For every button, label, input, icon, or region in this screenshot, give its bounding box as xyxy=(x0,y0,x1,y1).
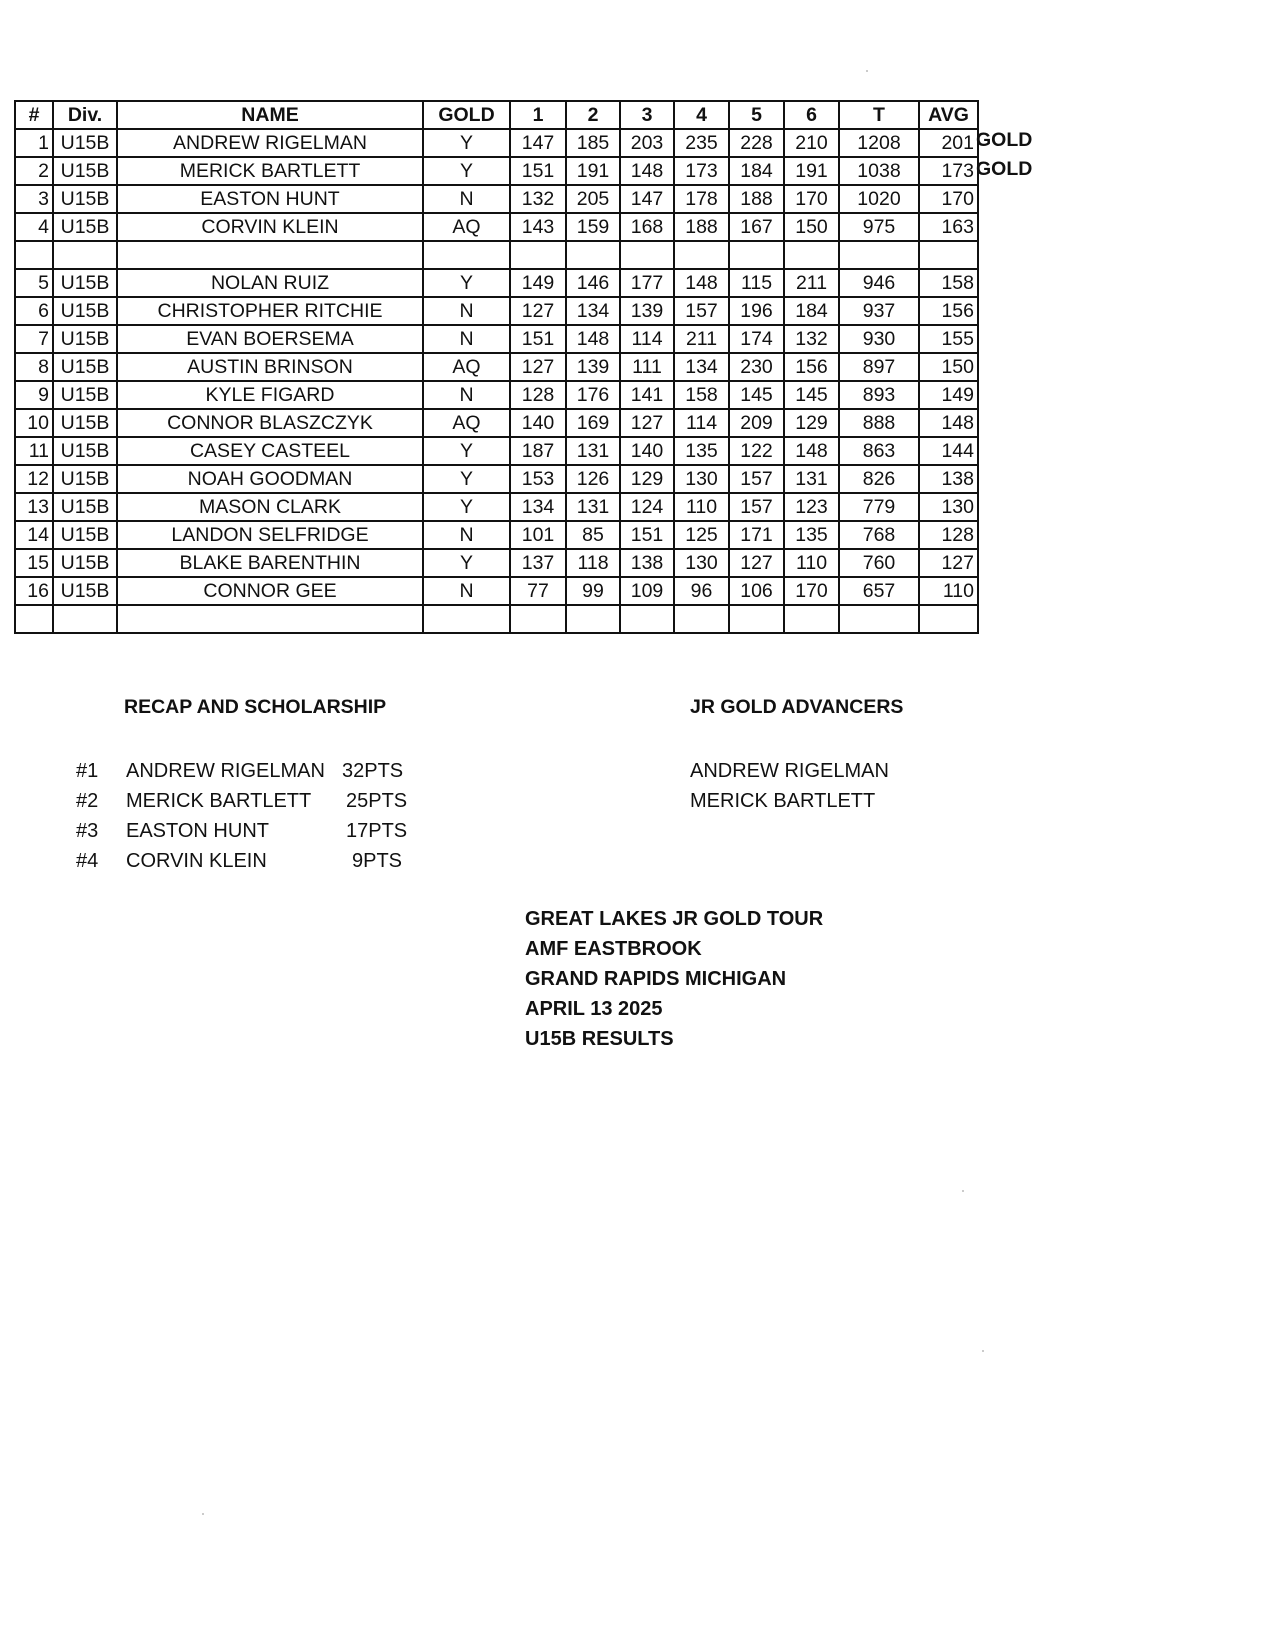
cell-average: 156 xyxy=(919,297,978,325)
cell-game-2: 131 xyxy=(566,493,620,521)
cell-game-5: 184 xyxy=(729,157,784,185)
cell-division: U15B xyxy=(53,549,117,577)
cell-game-1: 77 xyxy=(510,577,566,605)
cell-rank: 14 xyxy=(15,521,53,549)
cell-game-6: 170 xyxy=(784,577,839,605)
table-row xyxy=(15,353,978,381)
recap-name: EASTON HUNT xyxy=(126,820,269,842)
cell-game-2: 118 xyxy=(566,549,620,577)
recap-points: 32PTS xyxy=(342,760,404,782)
cell-average: 163 xyxy=(919,213,978,241)
header-game-3: 3 xyxy=(620,101,674,129)
cell-gold: Y xyxy=(423,157,510,185)
cell-total: 826 xyxy=(839,465,919,493)
cell-game-2: 159 xyxy=(566,213,620,241)
cell-division: U15B xyxy=(53,465,117,493)
cell-average: 130 xyxy=(919,493,978,521)
cell-total: 946 xyxy=(839,269,919,297)
cell-game-6 xyxy=(784,241,839,269)
header-game-6: 6 xyxy=(784,101,839,129)
cell-rank xyxy=(15,605,53,633)
header-game-1: 1 xyxy=(510,101,566,129)
cell-rank: 8 xyxy=(15,353,53,381)
header-gold: GOLD xyxy=(423,101,510,129)
cell-game-1: 149 xyxy=(510,269,566,297)
cell-game-4: 96 xyxy=(674,577,729,605)
cell-game-1: 127 xyxy=(510,353,566,381)
table-row xyxy=(15,381,978,409)
cell-game-5: 228 xyxy=(729,129,784,157)
cell-game-2: 191 xyxy=(566,157,620,185)
cell-average xyxy=(919,605,978,633)
event-venue: AMF EASTBROOK xyxy=(525,938,702,960)
cell-game-5: 174 xyxy=(729,325,784,353)
cell-game-4: 235 xyxy=(674,129,729,157)
recap-title: RECAP AND SCHOLARSHIP xyxy=(124,696,387,718)
cell-game-1 xyxy=(510,605,566,633)
table-row-blank xyxy=(15,241,978,269)
table-row xyxy=(15,129,978,157)
header-game-5: 5 xyxy=(729,101,784,129)
cell-name: ANDREW RIGELMAN xyxy=(117,129,423,157)
cell-gold: N xyxy=(423,297,510,325)
cell-game-6: 110 xyxy=(784,549,839,577)
table-row-blank xyxy=(15,605,978,633)
recap-name: CORVIN KLEIN xyxy=(126,850,267,872)
cell-total: 1208 xyxy=(839,129,919,157)
cell-game-3: 138 xyxy=(620,549,674,577)
cell-game-3: 109 xyxy=(620,577,674,605)
cell-game-5: 145 xyxy=(729,381,784,409)
header-game-4: 4 xyxy=(674,101,729,129)
cell-game-5: 127 xyxy=(729,549,784,577)
cell-average: 128 xyxy=(919,521,978,549)
cell-game-2: 185 xyxy=(566,129,620,157)
cell-game-5: 196 xyxy=(729,297,784,325)
cell-game-4: 211 xyxy=(674,325,729,353)
cell-game-2: 146 xyxy=(566,269,620,297)
cell-gold: N xyxy=(423,325,510,353)
cell-total: 975 xyxy=(839,213,919,241)
cell-rank: 11 xyxy=(15,437,53,465)
cell-rank: 1 xyxy=(15,129,53,157)
cell-game-1: 153 xyxy=(510,465,566,493)
cell-game-6: 131 xyxy=(784,465,839,493)
cell-game-2: 85 xyxy=(566,521,620,549)
cell-name: CONNOR GEE xyxy=(117,577,423,605)
recap-rank: #4 xyxy=(76,850,99,872)
cell-game-5: 115 xyxy=(729,269,784,297)
cell-game-4 xyxy=(674,605,729,633)
cell-total: 657 xyxy=(839,577,919,605)
advancer-name: MERICK BARTLETT xyxy=(690,790,876,812)
cell-game-1: 101 xyxy=(510,521,566,549)
cell-game-2: 134 xyxy=(566,297,620,325)
cell-game-6: 123 xyxy=(784,493,839,521)
cell-average: 149 xyxy=(919,381,978,409)
cell-total xyxy=(839,241,919,269)
event-location: GRAND RAPIDS MICHIGAN xyxy=(525,968,787,990)
cell-game-5: 209 xyxy=(729,409,784,437)
cell-game-2: 176 xyxy=(566,381,620,409)
cell-gold: Y xyxy=(423,437,510,465)
cell-gold: Y xyxy=(423,465,510,493)
cell-game-1: 128 xyxy=(510,381,566,409)
cell-name: BLAKE BARENTHIN xyxy=(117,549,423,577)
cell-rank: 4 xyxy=(15,213,53,241)
cell-gold: Y xyxy=(423,493,510,521)
table-row xyxy=(15,493,978,521)
cell-rank: 10 xyxy=(15,409,53,437)
cell-division: U15B xyxy=(53,213,117,241)
cell-game-3: 124 xyxy=(620,493,674,521)
results-body xyxy=(15,129,978,633)
header-rank: # xyxy=(15,101,53,129)
cell-game-6: 150 xyxy=(784,213,839,241)
cell-game-4: 130 xyxy=(674,465,729,493)
recap-rank: #2 xyxy=(76,790,99,812)
cell-division: U15B xyxy=(53,269,117,297)
cell-game-2: 126 xyxy=(566,465,620,493)
cell-average xyxy=(919,241,978,269)
recap-points: 9PTS xyxy=(352,850,403,872)
cell-rank: 9 xyxy=(15,381,53,409)
cell-game-1: 151 xyxy=(510,157,566,185)
cell-game-5 xyxy=(729,241,784,269)
cell-name: NOAH GOODMAN xyxy=(117,465,423,493)
cell-division: U15B xyxy=(53,297,117,325)
cell-game-3: 127 xyxy=(620,409,674,437)
cell-rank: 5 xyxy=(15,269,53,297)
cell-total: 779 xyxy=(839,493,919,521)
header-total: T xyxy=(839,101,919,129)
cell-gold: AQ xyxy=(423,409,510,437)
cell-game-6: 148 xyxy=(784,437,839,465)
table-row xyxy=(15,465,978,493)
cell-game-4: 188 xyxy=(674,213,729,241)
cell-division: U15B xyxy=(53,577,117,605)
event-results: U15B RESULTS xyxy=(525,1028,674,1050)
cell-game-2 xyxy=(566,605,620,633)
cell-game-3: 151 xyxy=(620,521,674,549)
cell-game-3 xyxy=(620,241,674,269)
cell-game-6: 170 xyxy=(784,185,839,213)
cell-division: U15B xyxy=(53,381,117,409)
cell-rank: 7 xyxy=(15,325,53,353)
cell-game-3: 203 xyxy=(620,129,674,157)
cell-average: 170 xyxy=(919,185,978,213)
table-row xyxy=(15,325,978,353)
cell-game-5: 230 xyxy=(729,353,784,381)
cell-division xyxy=(53,241,117,269)
cell-name xyxy=(117,241,423,269)
cell-name: NOLAN RUIZ xyxy=(117,269,423,297)
cell-game-2 xyxy=(566,241,620,269)
cell-name: CASEY CASTEEL xyxy=(117,437,423,465)
cell-rank xyxy=(15,241,53,269)
cell-average: 127 xyxy=(919,549,978,577)
cell-game-3: 139 xyxy=(620,297,674,325)
cell-game-1: 151 xyxy=(510,325,566,353)
cell-total: 897 xyxy=(839,353,919,381)
cell-game-4 xyxy=(674,241,729,269)
cell-game-6: 211 xyxy=(784,269,839,297)
cell-name: EVAN BOERSEMA xyxy=(117,325,423,353)
table-row xyxy=(15,437,978,465)
recap-name: ANDREW RIGELMAN xyxy=(126,760,325,782)
header-division: Div. xyxy=(53,101,117,129)
cell-game-4: 134 xyxy=(674,353,729,381)
cell-game-6: 129 xyxy=(784,409,839,437)
cell-division: U15B xyxy=(53,157,117,185)
cell-rank: 13 xyxy=(15,493,53,521)
results-table xyxy=(14,100,979,634)
cell-game-4: 158 xyxy=(674,381,729,409)
cell-game-6: 210 xyxy=(784,129,839,157)
cell-game-3: 147 xyxy=(620,185,674,213)
cell-game-5: 157 xyxy=(729,465,784,493)
cell-game-2: 99 xyxy=(566,577,620,605)
cell-rank: 12 xyxy=(15,465,53,493)
cell-game-6: 145 xyxy=(784,381,839,409)
cell-game-1 xyxy=(510,241,566,269)
cell-game-5: 167 xyxy=(729,213,784,241)
header-name: NAME xyxy=(117,101,423,129)
cell-game-6: 132 xyxy=(784,325,839,353)
table-row xyxy=(15,269,978,297)
cell-rank: 6 xyxy=(15,297,53,325)
cell-game-2: 148 xyxy=(566,325,620,353)
cell-average: 155 xyxy=(919,325,978,353)
cell-game-6: 191 xyxy=(784,157,839,185)
cell-name: CORVIN KLEIN xyxy=(117,213,423,241)
table-row xyxy=(15,157,978,185)
cell-rank: 3 xyxy=(15,185,53,213)
cell-game-5: 171 xyxy=(729,521,784,549)
cell-division: U15B xyxy=(53,521,117,549)
cell-name: MASON CLARK xyxy=(117,493,423,521)
recap-rank: #3 xyxy=(76,820,99,842)
cell-name: MERICK BARTLETT xyxy=(117,157,423,185)
cell-game-1: 187 xyxy=(510,437,566,465)
cell-gold: Y xyxy=(423,549,510,577)
cell-game-5: 188 xyxy=(729,185,784,213)
cell-total: 1020 xyxy=(839,185,919,213)
cell-game-3: 129 xyxy=(620,465,674,493)
cell-division: U15B xyxy=(53,437,117,465)
cell-gold: N xyxy=(423,381,510,409)
cell-average: 148 xyxy=(919,409,978,437)
cell-game-2: 131 xyxy=(566,437,620,465)
cell-game-4: 178 xyxy=(674,185,729,213)
cell-total xyxy=(839,605,919,633)
cell-total: 760 xyxy=(839,549,919,577)
cell-name: KYLE FIGARD xyxy=(117,381,423,409)
cell-game-6: 135 xyxy=(784,521,839,549)
cell-total: 768 xyxy=(839,521,919,549)
cell-game-6: 184 xyxy=(784,297,839,325)
cell-name: LANDON SELFRIDGE xyxy=(117,521,423,549)
cell-game-4: 114 xyxy=(674,409,729,437)
cell-game-1: 137 xyxy=(510,549,566,577)
cell-game-5: 122 xyxy=(729,437,784,465)
cell-average: 138 xyxy=(919,465,978,493)
cell-game-3: 177 xyxy=(620,269,674,297)
scan-speck xyxy=(202,1513,204,1515)
cell-game-5: 157 xyxy=(729,493,784,521)
cell-game-5 xyxy=(729,605,784,633)
cell-game-1: 127 xyxy=(510,297,566,325)
cell-division: U15B xyxy=(53,325,117,353)
table-row xyxy=(15,577,978,605)
cell-gold: Y xyxy=(423,269,510,297)
cell-average: 173 xyxy=(919,157,978,185)
cell-game-6 xyxy=(784,605,839,633)
cell-average: 110 xyxy=(919,577,978,605)
cell-game-3: 168 xyxy=(620,213,674,241)
cell-total: 937 xyxy=(839,297,919,325)
cell-game-3: 140 xyxy=(620,437,674,465)
cell-gold xyxy=(423,241,510,269)
cell-name: CHRISTOPHER RITCHIE xyxy=(117,297,423,325)
cell-average: 150 xyxy=(919,353,978,381)
cell-total: 888 xyxy=(839,409,919,437)
cell-rank: 15 xyxy=(15,549,53,577)
cell-average: 158 xyxy=(919,269,978,297)
cell-gold: AQ xyxy=(423,353,510,381)
cell-game-1: 140 xyxy=(510,409,566,437)
gold-note: GOLD xyxy=(976,158,1033,180)
table-row xyxy=(15,549,978,577)
cell-game-3 xyxy=(620,605,674,633)
cell-name xyxy=(117,605,423,633)
cell-average: 144 xyxy=(919,437,978,465)
cell-division: U15B xyxy=(53,409,117,437)
cell-gold: N xyxy=(423,577,510,605)
cell-division: U15B xyxy=(53,129,117,157)
cell-game-1: 132 xyxy=(510,185,566,213)
cell-division: U15B xyxy=(53,185,117,213)
cell-game-4: 157 xyxy=(674,297,729,325)
cell-gold: N xyxy=(423,185,510,213)
cell-game-1: 143 xyxy=(510,213,566,241)
cell-game-3: 114 xyxy=(620,325,674,353)
table-row xyxy=(15,213,978,241)
gold-note: GOLD xyxy=(976,129,1033,151)
cell-game-1: 147 xyxy=(510,129,566,157)
cell-game-1: 134 xyxy=(510,493,566,521)
header-game-2: 2 xyxy=(566,101,620,129)
header-average: AVG xyxy=(919,101,978,129)
cell-game-4: 125 xyxy=(674,521,729,549)
table-row xyxy=(15,185,978,213)
recap-points: 25PTS xyxy=(346,790,408,812)
cell-gold: AQ xyxy=(423,213,510,241)
cell-name: AUSTIN BRINSON xyxy=(117,353,423,381)
cell-game-2: 169 xyxy=(566,409,620,437)
cell-game-5: 106 xyxy=(729,577,784,605)
cell-gold: Y xyxy=(423,129,510,157)
cell-total: 863 xyxy=(839,437,919,465)
cell-game-3: 141 xyxy=(620,381,674,409)
cell-game-4: 173 xyxy=(674,157,729,185)
table-row xyxy=(15,521,978,549)
advancer-name: ANDREW RIGELMAN xyxy=(690,760,889,782)
recap-name: MERICK BARTLETT xyxy=(126,790,312,812)
cell-game-6: 156 xyxy=(784,353,839,381)
scan-speck xyxy=(982,1350,984,1352)
cell-game-2: 139 xyxy=(566,353,620,381)
cell-game-4: 110 xyxy=(674,493,729,521)
scan-speck xyxy=(962,1190,964,1192)
cell-rank: 2 xyxy=(15,157,53,185)
table-header-row xyxy=(15,101,978,129)
cell-game-4: 148 xyxy=(674,269,729,297)
cell-name: EASTON HUNT xyxy=(117,185,423,213)
cell-division xyxy=(53,605,117,633)
cell-gold xyxy=(423,605,510,633)
cell-name: CONNOR BLASZCZYK xyxy=(117,409,423,437)
cell-game-3: 111 xyxy=(620,353,674,381)
cell-game-4: 130 xyxy=(674,549,729,577)
advancers-title: JR GOLD ADVANCERS xyxy=(690,696,904,718)
cell-total: 893 xyxy=(839,381,919,409)
table-row xyxy=(15,297,978,325)
cell-gold: N xyxy=(423,521,510,549)
cell-average: 201 xyxy=(919,129,978,157)
cell-rank: 16 xyxy=(15,577,53,605)
event-date: APRIL 13 2025 xyxy=(525,998,663,1020)
recap-points: 17PTS xyxy=(346,820,408,842)
cell-game-4: 135 xyxy=(674,437,729,465)
cell-total: 930 xyxy=(839,325,919,353)
cell-total: 1038 xyxy=(839,157,919,185)
event-tour: GREAT LAKES JR GOLD TOUR xyxy=(525,908,824,930)
cell-game-2: 205 xyxy=(566,185,620,213)
cell-division: U15B xyxy=(53,353,117,381)
cell-division: U15B xyxy=(53,493,117,521)
recap-rank: #1 xyxy=(76,760,99,782)
cell-game-3: 148 xyxy=(620,157,674,185)
table-row xyxy=(15,409,978,437)
scan-speck xyxy=(866,70,868,72)
